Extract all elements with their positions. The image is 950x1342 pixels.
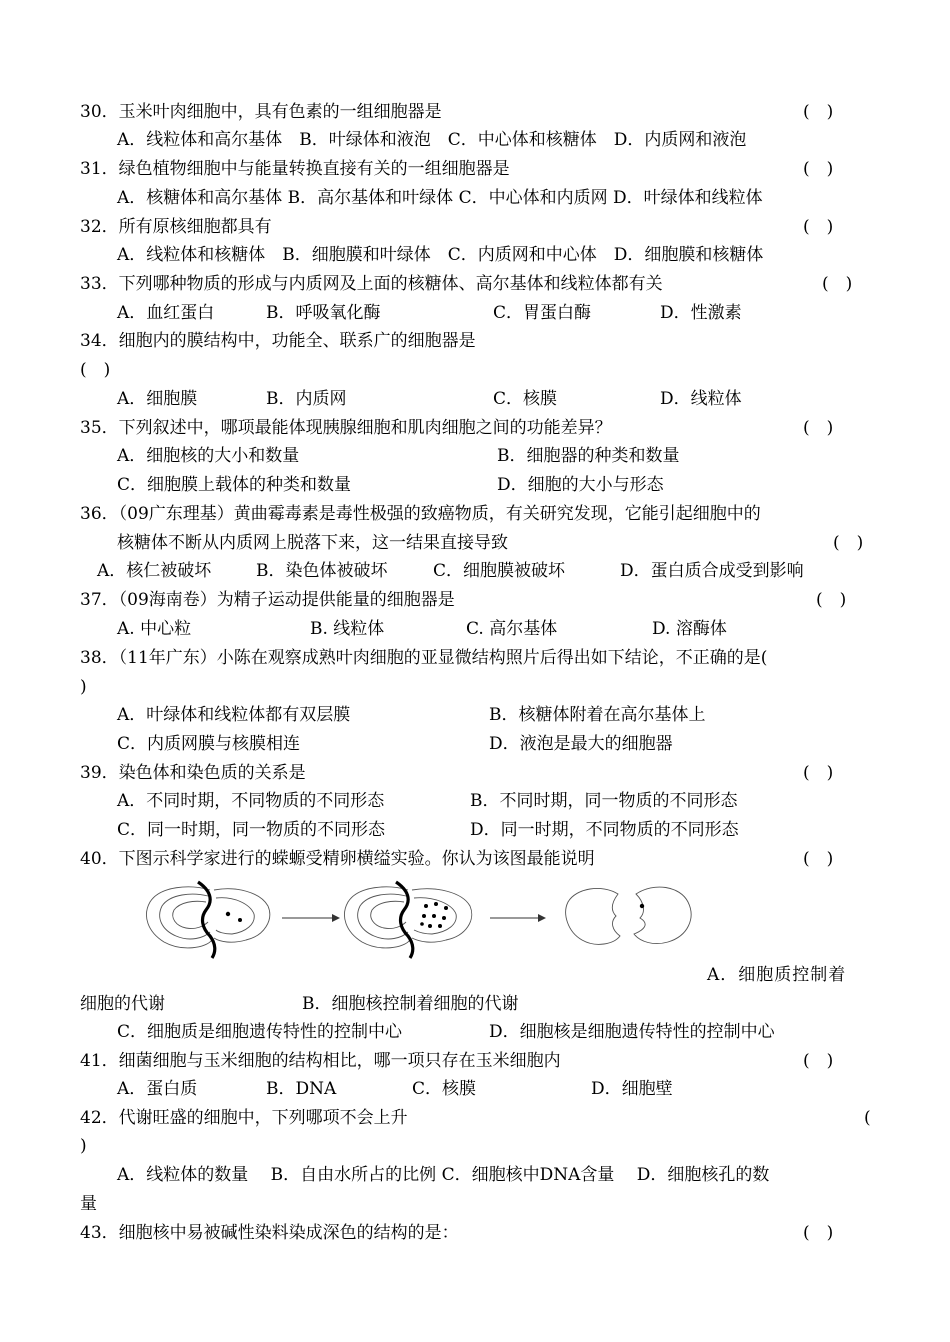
option-38-c: C．内质网膜与核膜相连 <box>117 734 301 754</box>
option-34-d: D．线粒体 <box>660 389 742 409</box>
answer-bracket-39: ( ) <box>803 763 834 783</box>
option-35-c: C．细胞膜上载体的种类和数量 <box>117 475 352 495</box>
question-38: 38．（11年广东）小陈在观察成熟叶肉细胞的亚显微结构照片后得出如下结论，不正确的是( <box>80 648 768 668</box>
option-37-a: A. 中心粒 <box>117 619 192 639</box>
options-30: A．线粒体和高尔基体 B．叶绿体和液泡 C．中心体和核糖体 D．内质网和液泡 <box>117 130 747 150</box>
half-with-nucleus <box>634 887 691 944</box>
nucleus-dot <box>640 904 644 908</box>
option-39-b: B．不同时期，同一物质的不同形态 <box>470 791 738 811</box>
question-32: 32．所有原核细胞都具有 <box>80 217 272 237</box>
question-31: 31．绿色植物细胞中与能量转换直接有关的一组细胞器是 <box>80 159 510 179</box>
option-41-c: C．核膜 <box>412 1079 477 1099</box>
nucleus-dot <box>226 912 230 916</box>
option-37-d: D. 溶酶体 <box>652 619 727 639</box>
answer-bracket-34: ( ) <box>80 360 111 380</box>
question-40: 40．下图示科学家进行的蝾螈受精卵横缢实验。你认为该图最能说明 <box>80 849 595 869</box>
question-36: 36．（09广东理基）黄曲霉毒素是毒性极强的致癌物质，有关研究发现，它能引起细胞中的 <box>80 504 761 524</box>
nucleus-dot <box>238 918 242 922</box>
option-40-c: C．细胞质是细胞遗传特性的控制中心 <box>117 1022 403 1042</box>
answer-bracket-30: ( ) <box>803 102 834 122</box>
option-41-a: A．蛋白质 <box>117 1079 198 1099</box>
nuclei-cluster <box>420 902 448 928</box>
option-33-b: B．呼吸氧化酶 <box>266 303 381 323</box>
option-40-a: A．细胞质控制着 <box>707 965 847 985</box>
option-39-c: C．同一时期，同一物质的不同形态 <box>117 820 386 840</box>
option-38-d: D．液泡是最大的细胞器 <box>489 734 673 754</box>
option-34-b: B．内质网 <box>266 389 347 409</box>
option-40-d: D．细胞核是细胞遗传特性的控制中心 <box>489 1022 775 1042</box>
option-36-a: A．核仁被破坏 <box>97 561 212 581</box>
answer-bracket-38: ) <box>80 677 87 697</box>
question-42: 42．代谢旺盛的细胞中，下列哪项不会上升 <box>80 1108 408 1128</box>
option-34-c: C．核膜 <box>493 389 558 409</box>
option-34-a: A．细胞膜 <box>117 389 198 409</box>
option-33-c: C．胃蛋白酶 <box>493 303 592 323</box>
question-43: 43．细胞核中易被碱性染料染成深色的结构的是： <box>80 1223 459 1243</box>
option-40-b: B．细胞核控制着细胞的代谢 <box>302 994 519 1014</box>
option-37-b: B. 线粒体 <box>310 619 385 639</box>
question-37: 37．（09海南卷）为精子运动提供能量的细胞器是 <box>80 590 455 610</box>
option-36-c: C．细胞膜被破坏 <box>433 561 566 581</box>
option-39-a: A．不同时期，不同物质的不同形态 <box>117 791 385 811</box>
question-33: 33．下列哪种物质的形成与内质网及上面的核糖体、高尔基体和线粒体都有关 <box>80 274 663 294</box>
answer-bracket-42-open: ( <box>864 1108 871 1128</box>
option-33-d: D．性激素 <box>660 303 742 323</box>
options-42: A．线粒体的数量 B．自由水所占的比例 C．细胞核中DNA含量 D．细胞核孔的数 <box>117 1165 770 1185</box>
newt-egg-ligation-figure <box>140 876 700 962</box>
option-35-a: A．细胞核的大小和数量 <box>117 446 300 466</box>
option-38-b: B．核糖体附着在高尔基体上 <box>489 705 706 725</box>
answer-bracket-42-close: ) <box>80 1136 87 1156</box>
answer-bracket-40: ( ) <box>803 849 834 869</box>
answer-bracket-33: ( ) <box>822 274 853 294</box>
answer-bracket-32: ( ) <box>803 217 834 237</box>
question-35: 35．下列叙述中，哪项最能体现胰腺细胞和肌肉细胞之间的功能差异？ <box>80 418 612 438</box>
option-36-d: D．蛋白质合成受到影响 <box>620 561 804 581</box>
question-36-line2: 核糖体不断从内质网上脱落下来，这一结果直接导致 <box>117 533 508 553</box>
question-41: 41．细菌细胞与玉米细胞的结构相比，哪一项只存在玉米细胞内 <box>80 1051 561 1071</box>
question-30: 30．玉米叶肉细胞中，具有色素的一组细胞器是 <box>80 102 442 122</box>
half-without-nucleus <box>566 888 620 944</box>
option-36-b: B．染色体被破坏 <box>256 561 388 581</box>
answer-bracket-36: ( ) <box>833 533 864 553</box>
option-35-d: D．细胞的大小与形态 <box>497 475 664 495</box>
options-31: A．核糖体和高尔基体 B．高尔基体和叶绿体 C．中心体和内质网 D．叶绿体和线粒体 <box>117 188 763 208</box>
question-39: 39．染色体和染色质的关系是 <box>80 763 306 783</box>
answer-bracket-41: ( ) <box>803 1051 834 1071</box>
options-42-cont: 量 <box>80 1194 97 1214</box>
option-41-d: D．细胞壁 <box>591 1079 673 1099</box>
answer-bracket-37: ( ) <box>816 590 847 610</box>
answer-bracket-35: ( ) <box>803 418 834 438</box>
option-38-a: A．叶绿体和线粒体都有双层膜 <box>117 705 351 725</box>
options-32: A．线粒体和核糖体 B．细胞膜和叶绿体 C．内质网和中心体 D．细胞膜和核糖体 <box>117 245 764 265</box>
option-33-a: A．血红蛋白 <box>117 303 215 323</box>
option-35-b: B．细胞器的种类和数量 <box>497 446 680 466</box>
answer-bracket-31: ( ) <box>803 159 834 179</box>
option-40-a-cont: 细胞的代谢 <box>80 994 165 1014</box>
option-41-b: B．DNA <box>266 1079 337 1099</box>
option-39-d: D．同一时期，不同物质的不同形态 <box>470 820 739 840</box>
answer-bracket-43: ( ) <box>803 1223 834 1243</box>
question-34: 34．细胞内的膜结构中，功能全、联系广的细胞器是 <box>80 331 476 351</box>
option-37-c: C. 高尔基体 <box>466 619 558 639</box>
